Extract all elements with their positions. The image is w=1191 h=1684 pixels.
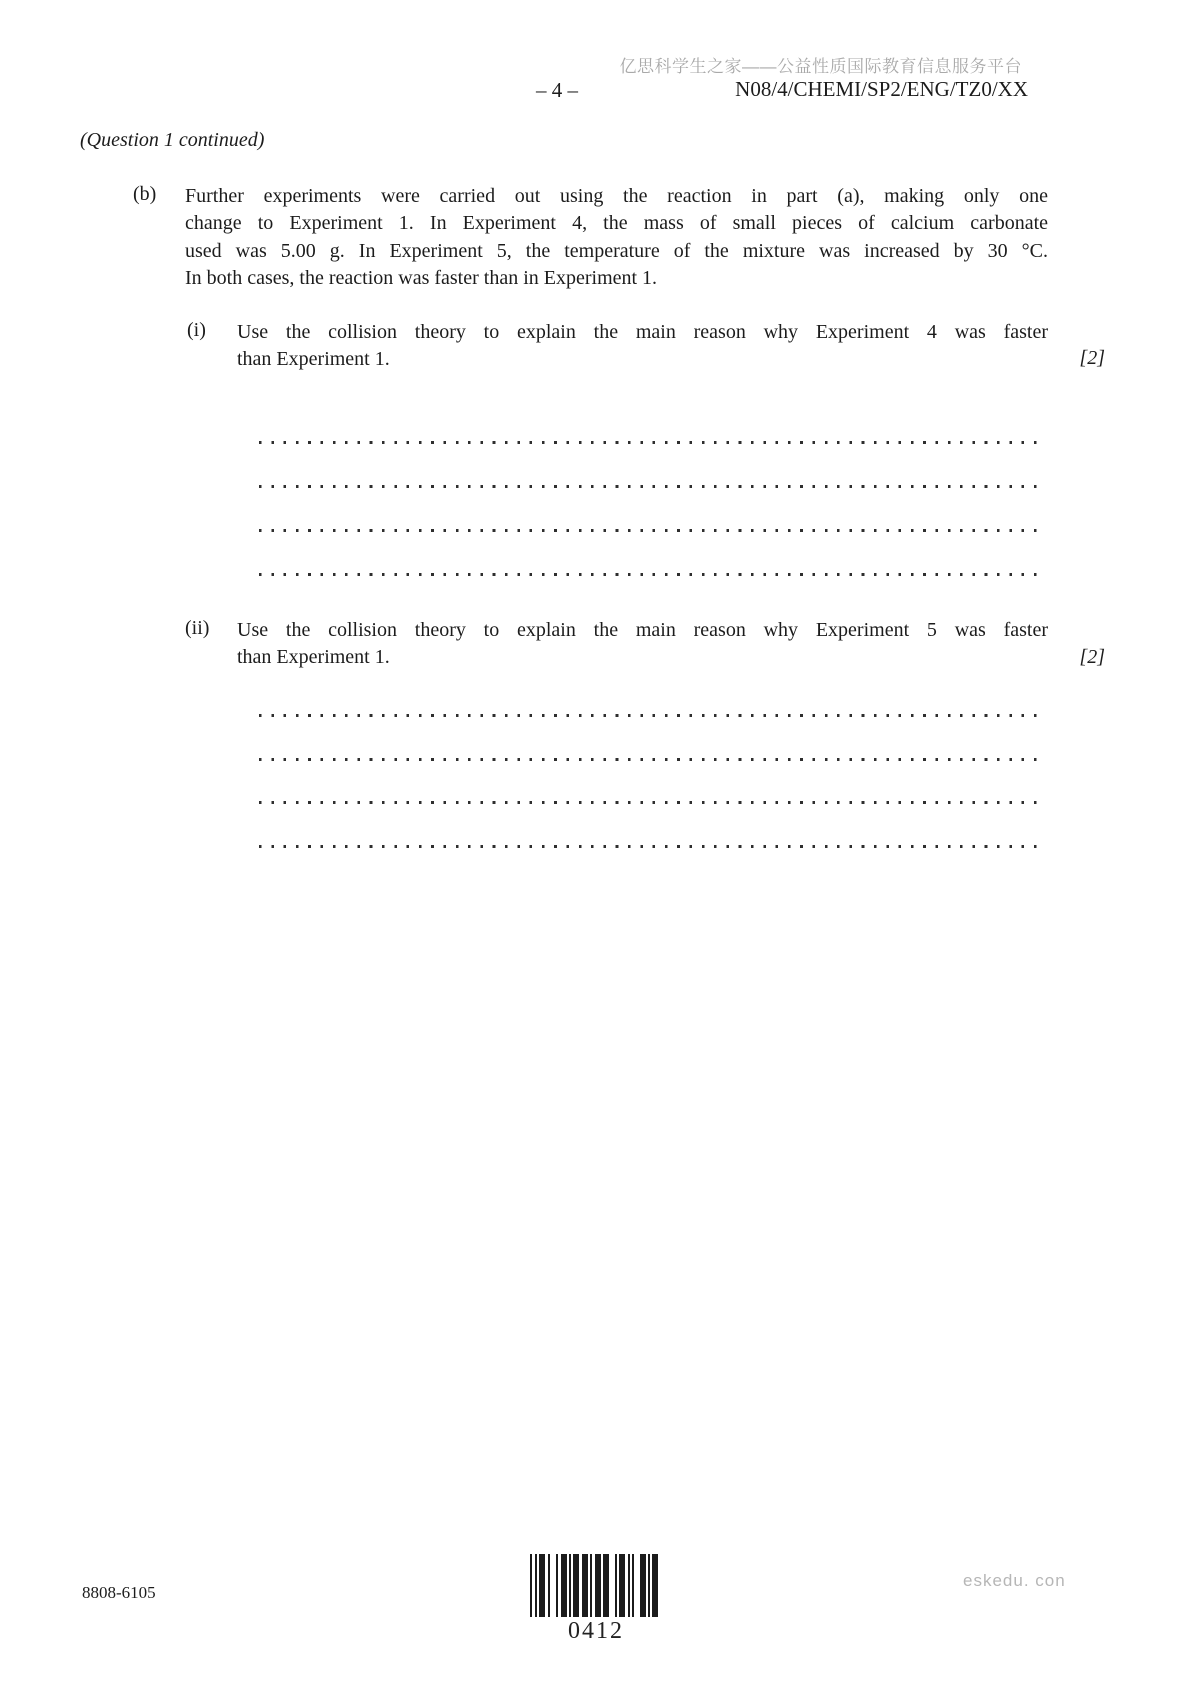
part-b-stem-line: change to Experiment 1. In Experiment 4, the mass of small pieces of calcium carbonate [185,212,1048,235]
document-number: 8808-6105 [82,1583,156,1602]
part-b-ii-marks: [2] [1079,646,1105,668]
part-b-ii-question [237,617,1048,672]
part-b-i-question-line: Use the collision theory to explain the main reason why Experiment 4 was faster [237,321,1048,343]
part-b-ii-label: (ii) [185,617,210,639]
question-continued-note: (Question 1 continued) [80,129,265,151]
part-b-i-marks: [2] [1079,347,1105,369]
part-b-stem-line: Further experiments were carried out using the reaction in part (a), making only one [185,185,1048,207]
header-watermark: 亿思科学生之家——公益性质国际教育信息服务平台 [619,57,1022,76]
part-b-label: (b) [133,183,157,205]
part-b-ii-question-line: than Experiment 1. [237,646,390,669]
answer-dotted-line [259,714,1045,717]
barcode-icon [530,1554,662,1617]
part-b-i-question [237,319,1048,374]
part-b-stem-line: used was 5.00 g. In Experiment 5, the temperature of the mixture was increased by 30 °C. [185,239,1048,262]
answer-dotted-line [259,801,1045,804]
exam-code: N08/4/CHEMI/SP2/ENG/TZ0/XX [735,77,1028,101]
answer-dotted-line [259,758,1045,761]
footer-watermark: eskedu. con [963,1571,1066,1590]
answer-dotted-line [259,573,1045,576]
part-b-i-label: (i) [187,319,206,341]
answer-dotted-line [259,485,1045,488]
part-b-ii-answer-area[interactable] [259,714,1045,888]
part-b-i-question-line: than Experiment 1. [237,348,390,371]
part-b-i-answer-area[interactable] [259,441,1045,617]
answer-dotted-line [259,441,1045,444]
answer-dotted-line [259,845,1045,848]
answer-dotted-line [259,529,1045,532]
part-b-stem [185,183,1048,293]
part-b-stem-line: In both cases, the reaction was faster than in Experiment 1. [185,267,658,290]
part-b-ii-question-line: Use the collision theory to explain the main reason why Experiment 5 was faster [237,619,1048,641]
barcode-number: 0412 [568,1618,624,1644]
barcode [530,1554,662,1645]
page-number: – 4 – [536,78,578,102]
